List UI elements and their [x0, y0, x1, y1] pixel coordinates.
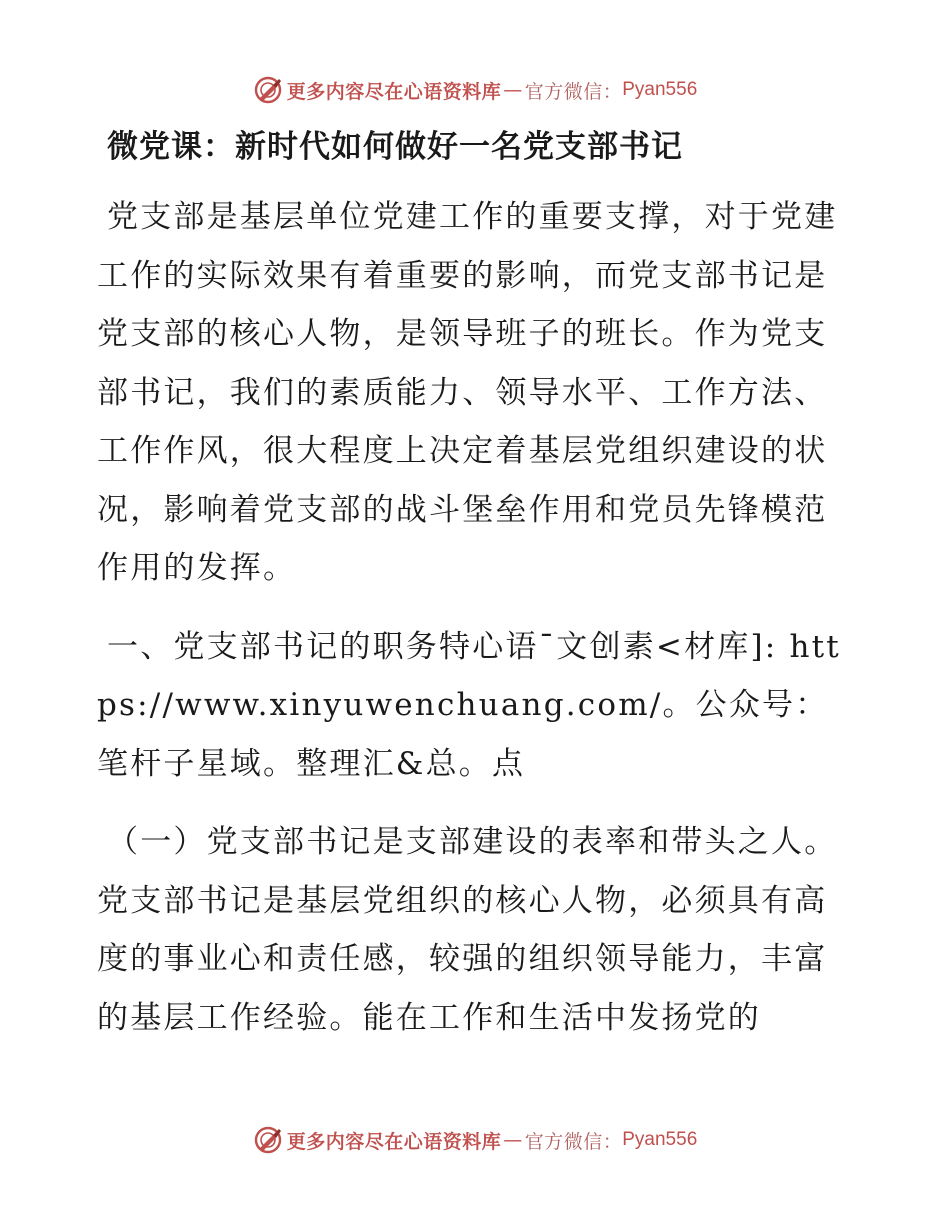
banner-wechat-id: Pyan556	[622, 79, 698, 100]
paragraph-subsection: （一）党支部书记是支部建设的表率和带头之人。党支部书记是基层党组织的核心人物，必须具有高度的事业心和责任感，较强的组织领导能力，丰富的基层工作经验。能在工作和生活中发扬党的	[97, 824, 838, 1036]
pen-logo-icon	[253, 1125, 283, 1155]
banner-brand-text: 更多内容尽在心语资料库	[286, 1130, 502, 1153]
pen-logo-icon	[253, 75, 283, 105]
footer-banner	[0, 1122, 950, 1158]
banner-official-label: 官方微信：	[524, 1130, 623, 1153]
banner-brand-text: 更多内容尽在心语资料库	[286, 80, 502, 103]
paragraph-section-heading: 一、党支部书记的职务特心语¯文创素<材库]: https://www.xinyuwenchuang.com/。公众号：笔杆子星域。整理汇&总。点	[97, 628, 841, 782]
banner-separator: —	[503, 79, 523, 101]
banner-separator: —	[503, 1129, 523, 1151]
paragraph-intro: 党支部是基层单位党建工作的重要支撑，对于党建工作的实际效果有着重要的影响，而党支部书记是党支部的核心人物，是领导班子的班长。作为党支部书记，我们的素质能力、领导水平、工作方法、工作作风，很大程度上决定着基层党组织建设的状况，影响着党支部的战斗堡垒作用和党员先锋模范作用的发挥。	[97, 199, 838, 586]
document-title: 微党课：新时代如何做好一名党支部书记	[107, 129, 683, 165]
banner-wechat-id: Pyan556	[622, 1129, 698, 1150]
document-body	[97, 118, 857, 1047]
header-banner	[0, 72, 950, 108]
banner-official-label: 官方微信：	[524, 80, 623, 103]
